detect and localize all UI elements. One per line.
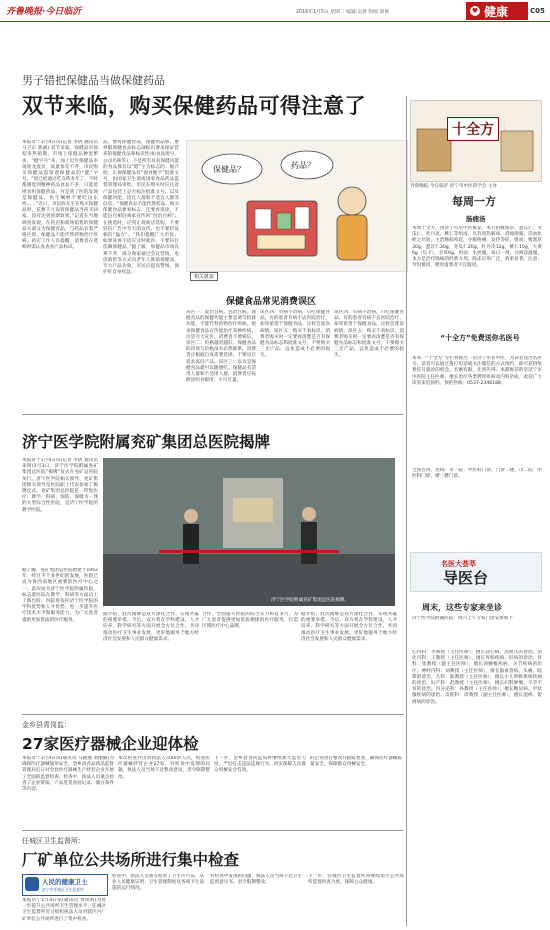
cartoon-svg (187, 141, 407, 271)
weekly-intro: 济宁医学院附属医院：周六上午专家门诊安排如下： (412, 616, 518, 621)
banner-art (411, 101, 541, 181)
notice-text: 本周一“十全方”专栏将推出一位济宁市名中医，为读者送出名医号，读者可以通过拨打电话或关注微信的方式预约，即可获得免费挂号就诊的机会。名额有限，先到先得。本期推荐的是济宁市中医院主任医师，擅长治疗各类脾胃疾病及内科杂症，欢迎广大读者来电预约。预约热线：0537-2346188。 (412, 356, 542, 386)
article4-col3: 对检查中发现的问题，执法人员当场下达卫生监督意见书，责令限期整改。 (210, 874, 302, 886)
article3-col2: 本次检查共出动执法人员60余人次，检查医疗器械经营企业27家，对检查中发现的问题，执法人员当场下达整改意见，责令限期整改。 (118, 756, 210, 780)
column-title: 导医台 (443, 569, 489, 587)
article2-photo-caption: 济宁医学院附属兖矿集团总医院揭牌。 (271, 598, 350, 603)
recipe-text: 本周十全方，由济宁市名中医推荐。本方由败酱草、薏苡仁、冬瓜仁、牡丹皮、桃仁等组成，具有清热解毒、消痈排脓、活血化瘀之功效，主治肠痈初起，少腹疼痛，发热等症。组成：败酱草30g，薏苡仁30g，冬瓜仁20g，牡丹皮12g，桃仁10g，大黄6g（后下），甘草6g。用法：水煎服，每日一剂，分两次温服。本方是治疗肠痈的经典方剂，临床应用广泛，效果显著。注意：孕妇慎用，脾胃虚寒者不宜服用。 (412, 226, 542, 269)
column-label: 名医大荟萃 (441, 560, 476, 568)
banner-title: 十全方 (447, 117, 499, 141)
article2-photo (103, 458, 395, 606)
article1-col3: 误区一：能治百病，包治百病。保健食品的保健功能主要是调节机体功能，不能代替药物治疗疾病。很多保健食品宣传能治疗多种疾病，这是夸大宣传，消费者不要相信。误区二：价格越贵越好。保健食品的功效与价格没有必然联系，消费者应根据自身需要选择，不要盲目追求高价产品。误区三：以为是保健食品就可以随便吃。保健品有适用人群和不适用人群，消费者应按照说明书服用，不可过量。 (186, 310, 256, 384)
article3-col3: 下一步，金乡县食药监局将继续加大监管力度，严厉打击违法违规行为，切实保障人民群众用械安全有效。 (214, 756, 306, 774)
page-number: C05 (530, 7, 545, 15)
svg-text:药品？: 药品？ (291, 161, 315, 170)
article3-col4: 的企业进行整改并跟踪复查，确保医疗器械质量安全，保障群众用械安全。 (310, 756, 402, 768)
photo-caption-label: 相关链接 (190, 272, 218, 281)
masthead (0, 0, 550, 22)
article4-col4: 下一步，任城区卫生监督所将继续加大公共场所监督检查力度，保障公众健康。 (308, 874, 404, 886)
article4-kicker: 任城区卫生监督所： (22, 837, 85, 845)
sidebar-byline: 齐鲁晚报·今日临沂 济宁市中医药学会 主办 (410, 184, 498, 189)
article4-headline: 厂矿单位公共场所进行集中检查 (22, 851, 240, 869)
masthead-date: 2016年1月5日 星期二 编辑:吴晨 组版:周艳 (296, 10, 390, 15)
article1-col4: 误区四：有病不治病，只吃保健食品。有的患者有病不去医院治疗，却寄希望于保健食品，这样会延误病情。误区五：购买不看标识。消费者购买时一定要看清楚是否有保健食品标志和批准文号，不要购买三无产品，以免造成不必要的损失。 (260, 310, 330, 359)
article1-col5: 误区四：有病不治病，只吃保健食品。有的患者有病不去医院治疗，却寄希望于保健食品，这样会延误病情。误区五：购买不看标识。消费者购买时一定要看清楚是否有保健食品标志和批准文号，不要购买三无产品，以免造成不必要的损失。 (334, 310, 404, 359)
article4-col2: 检查中，执法人员重点检查了卫生许可证、从业人员健康证明、卫生管理制度及各项卫生设施的运行情况。 (112, 874, 204, 892)
cartoon-illustration (186, 140, 408, 272)
sidebar-divider (406, 96, 407, 926)
column-banner (410, 552, 542, 592)
notice-title: “十全方”免费送你名医号 (440, 334, 520, 342)
article4-logo-sub: 济宁市任城区卫生监督所 (42, 887, 84, 892)
article2-col4: 合作，全面提升医院的综合实力和竞争力，为广大患者提供更加优质便捷的医疗服务，打造区域医疗中心品牌。 (202, 612, 298, 630)
article3-col1: 本报济宁1月4日讯(通讯员 马晓丽 刘丽丽)为确保医疗器械使用安全，金乡县食品药品监督管理局近日对全县医疗器械生产经营企业开展了全面的监督检查。检查中，执法人员重点检查了企业资质、产品进货查验记录、储存条件等内容。 (22, 756, 114, 793)
article2-col3: 据介绍，此次揭牌是双方深化合作、实现共赢的重要举措。今后，双方将在学科建设、人才培养、科学研究等方面开展全方位合作，共同推动医疗卫生事业发展，更好地服务于地方经济社会发展和人民群众健康需求。 (103, 612, 199, 642)
divider-1 (22, 414, 404, 415)
divider-3 (22, 830, 404, 831)
divider-2 (22, 714, 404, 715)
photo-svg (103, 458, 395, 606)
sidebar-banner (410, 100, 542, 182)
article3-kicker: 金乡县青岗监： (22, 721, 71, 729)
masthead-rule (0, 21, 550, 22)
article4-logo-text: 人民的健康卫士 (42, 878, 88, 886)
section-heart-icon: ♥ (471, 7, 479, 15)
article2-col2: 据了解，兖矿集团总医院始建于1952年，经过半个多世纪的发展，医院已成为鲁西南地区重要的医疗中心之一。此次成为济宁医学院附属医院，标志着医院在教学、科研等方面迈上了新台阶。医院将依托济宁医学院的学科优势和人才优势，进一步提升医疗技术水平和服务能力，为广大患者提供更加优质的医疗服务。 (22, 568, 98, 623)
recipe-title: 肠痈汤 (466, 215, 486, 223)
sidebar-section-title: 每周一方 (452, 195, 496, 208)
article2-col5: 据介绍，此次揭牌是双方深化合作、实现共赢的重要举措。今后，双方将在学科建设、人才培养、科学研究等方面开展全方位合作，共同推动医疗卫生事业发展，更好地服务于地方经济社会发展和人民群众健康需求。 (301, 612, 397, 642)
article3-headline: 27家医疗器械企业迎体检 (22, 735, 199, 753)
article2-col1: 本报济宁1月4日讯(记者 李倩 通讯员 朱明)1月3日，济宁医学院附属兖矿集团总医院“揭牌”仪式在兖矿总医院举行。济宁医学院相关领导、兖矿集团相关领导及医院职工代表参加了揭牌仪式。兖矿集团总医院是一所集医疗、教学、科研、预防、保健为一体的大型综合性医院，是济宁医学院的教学医院。 (22, 458, 98, 513)
article1-col2: 品，要将保健食品、保健用品和、要界限保健食品标志部标识要求保证营养的保健食品和标识性(如食品批号、公司名称等)，不是所有具有保健功能的食品都有以“健”字为标志的。据介绍，正规保健品有“国食健字”批准文号，由国家卫生部或国家食品药品监督管理局审批。市民在购买时应注意产品包装上是否标注批准文号，以及保健功能、适宜人群和不适宜人群等信息。“保健食品不能代替药品，购买保健食品要看标志，还要看用途，不能盲目相信商家宣传的“包治百病”。在挑选时，应到正规商店选购，不要轻信广告中夸大的宣传，也不要轻易相信“偏方”。“我们提醒广大市民，如果身体不适应及时就医，不要盲目依赖保健品。”据了解，保健品市场良莠不齐，部分商家通过会议营销、电话销售等方式向老年人推销保健品，夸大产品功效，市民应提高警惕，保护好自身权益。 (103, 140, 179, 276)
article1-headline: 双节来临，购买保健药品可得注意了 (22, 94, 366, 118)
article4-col1: 本报济宁1月4日讯(通讯员 贾凤鸣)为进一步提升公共场所卫生管理水平，任城区卫生监督所近日组织执法人员对辖区内厂矿单位公共场所进行了集中检查。 (22, 898, 106, 922)
article2-headline: 济宁医学院附属兖矿集团总医院揭牌 (22, 433, 271, 451)
article4-logo (22, 874, 108, 896)
contact-text: 全国咨询、热线：市一院：中医科门诊、门诊二楼、市二院：中医科门诊、楼三楼门诊。 (412, 468, 542, 480)
section-label: 健康 (484, 5, 509, 19)
article1-col1: 本报济宁1月4日讯(记者 李倩 通讯员 马卫东 郭丽) 双节来临，保健品市场迎来热销期，市场上保健品种类繁多，“健字号”多，加上近年保健品市场鱼龙混杂，质量参差不齐，市民购买保健品需留意保健品的“健”字号。“因已经通过吃点药多年了，不时都感觉到精神药品食品不多，只能选择食用保健药品，可是到了医院发现是保健品，医生嘱咐不要吃这东西……”近日，市民陈先生在购买保健品时，花数千元误将保健品当药买回家，没有达到预期效果。”记者在当地调查发现，在药店和商场销售的保健品大部分为保健食品，与药品有着严格区别，保健品不能代替药物治疗疾病。药店工作人员提醒，消费者在选购时需认真查看产品标识。 (22, 140, 98, 251)
weekly-text: 心内科：李教授（主任医师），擅长冠心病、高血压的诊治。消化内科：王教授（主任医师），擅长胃肠疾病、肝病的诊治。骨科：张教授（副主任医师），擅长颈腰椎疾病、关节疾病的治疗。神经内科：刘教授（主任医师），擅长脑血管病、头痛、眩晕的诊治。儿科：陈教授（主任医师），擅长小儿呼吸系统疾病的诊治。妇产科：赵教授（主任医师），擅长妇科肿瘤、不孕不育的诊治。内分泌科：孙教授（主任医师），擅长糖尿病、甲状腺疾病的诊治。皮肤科：周教授（副主任医师），擅长湿疹、银屑病的诊治。 (412, 650, 542, 705)
weekly-title: 周末，这些专家来坐诊 (422, 603, 502, 612)
shield-icon (25, 877, 39, 891)
masthead-logo: 齐鲁晚报·今日临沂 (6, 7, 82, 17)
svg-text:保健品？: 保健品？ (213, 165, 245, 174)
article1-kicker: 男子错把保健品当做保健药品 (22, 74, 165, 87)
article1-subtitle: 保健食品常见消费误区 (226, 297, 317, 307)
